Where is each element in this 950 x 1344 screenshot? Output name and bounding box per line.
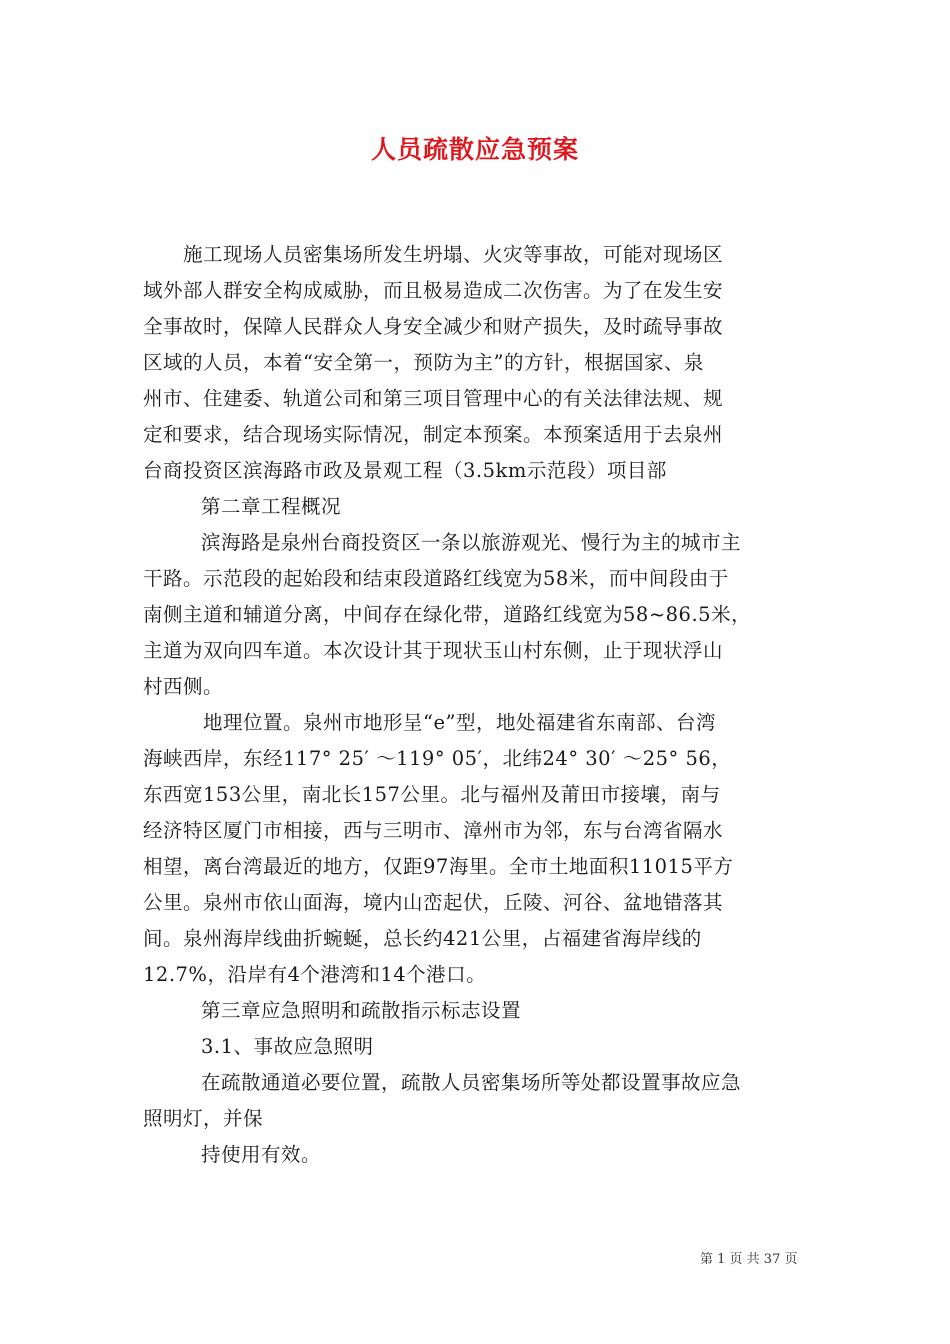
paragraph-line: 南侧主道和辅道分离，中间存在绿化带，道路红线宽为58~86.5米， [143, 603, 752, 626]
paragraph-line: 定和要求，结合现场实际情况，制定本预案。本预案适用于去泉州 [143, 423, 724, 446]
paragraph-line: 地理位置。泉州市地形呈“e”型，地处福建省东南部、台湾 [203, 711, 716, 734]
document-body [143, 237, 813, 1173]
paragraph-line: 滨海路是泉州台商投资区一条以旅游观光、慢行为主的城市主 [201, 531, 742, 554]
paragraph-line: 干路。示范段的起始段和结束段道路红线宽为58米，而中间段由于 [143, 567, 729, 590]
paragraph-line: 相望，离台湾最近的地方，仅距97海里。全市土地面积11015平方 [143, 855, 734, 878]
paragraph-line: 全事故时，保障人民群众人身安全减少和财产损失，及时疏导事故 [143, 315, 724, 338]
paragraph-line: 经济特区厦门市相接，西与三明市、漳州市为邻，东与台湾省隔水 [143, 819, 724, 842]
paragraph-line: 在疏散通道必要位置，疏散人员密集场所等处都设置事故应急 [201, 1071, 742, 1094]
paragraph-line: 州市、住建委、轨道公司和第三项目管理中心的有关法律法规、规 [143, 387, 724, 410]
paragraph-line: 照明灯，并保 [143, 1107, 264, 1130]
paragraph-line: 公里。泉州市依山面海，境内山峦起伏，丘陵、河谷、盆地错落其 [143, 891, 724, 914]
paragraph-line: 施工现场人员密集场所发生坍塌、火灾等事故，可能对现场区 [183, 243, 724, 266]
paragraph-line: 主道为双向四车道。本次设计其于现状玉山村东侧，止于现状浮山 [143, 639, 724, 662]
chapter-heading: 第二章工程概况 [201, 495, 342, 518]
paragraph-line: 海峡西岸，东经117° 25′ ～119° 05′，北纬24° 30′ ～25° 56， [143, 747, 732, 770]
page-number: 第 1 页 共 37 页 [700, 1252, 798, 1267]
chapter-heading: 第三章应急照明和疏散指示标志设置 [201, 999, 522, 1022]
paragraph-line: 持使用有效。 [201, 1143, 322, 1166]
paragraph-line: 东西宽153公里，南北长157公里。北与福州及莆田市接壤，南与 [143, 783, 721, 806]
paragraph-line: 台商投资区滨海路市政及景观工程（3.5km示范段）项目部 [143, 459, 667, 482]
paragraph-line: 12.7%，沿岸有4个港湾和14个港口。 [143, 963, 487, 986]
paragraph-line: 间。泉州海岸线曲折蜿蜒，总长约421公里，占福建省海岸线的 [143, 927, 702, 950]
section-heading: 3.1、事故应急照明 [201, 1035, 374, 1058]
paragraph-line: 域外部人群安全构成威胁，而且极易造成二次伤害。为了在发生安 [143, 279, 724, 302]
document-title: 人员疏散应急预案 [370, 135, 579, 164]
paragraph-line: 村西侧。 [143, 675, 224, 698]
paragraph-line: 区域的人员，本着“安全第一，预防为主”的方针，根据国家、泉 [143, 351, 704, 374]
